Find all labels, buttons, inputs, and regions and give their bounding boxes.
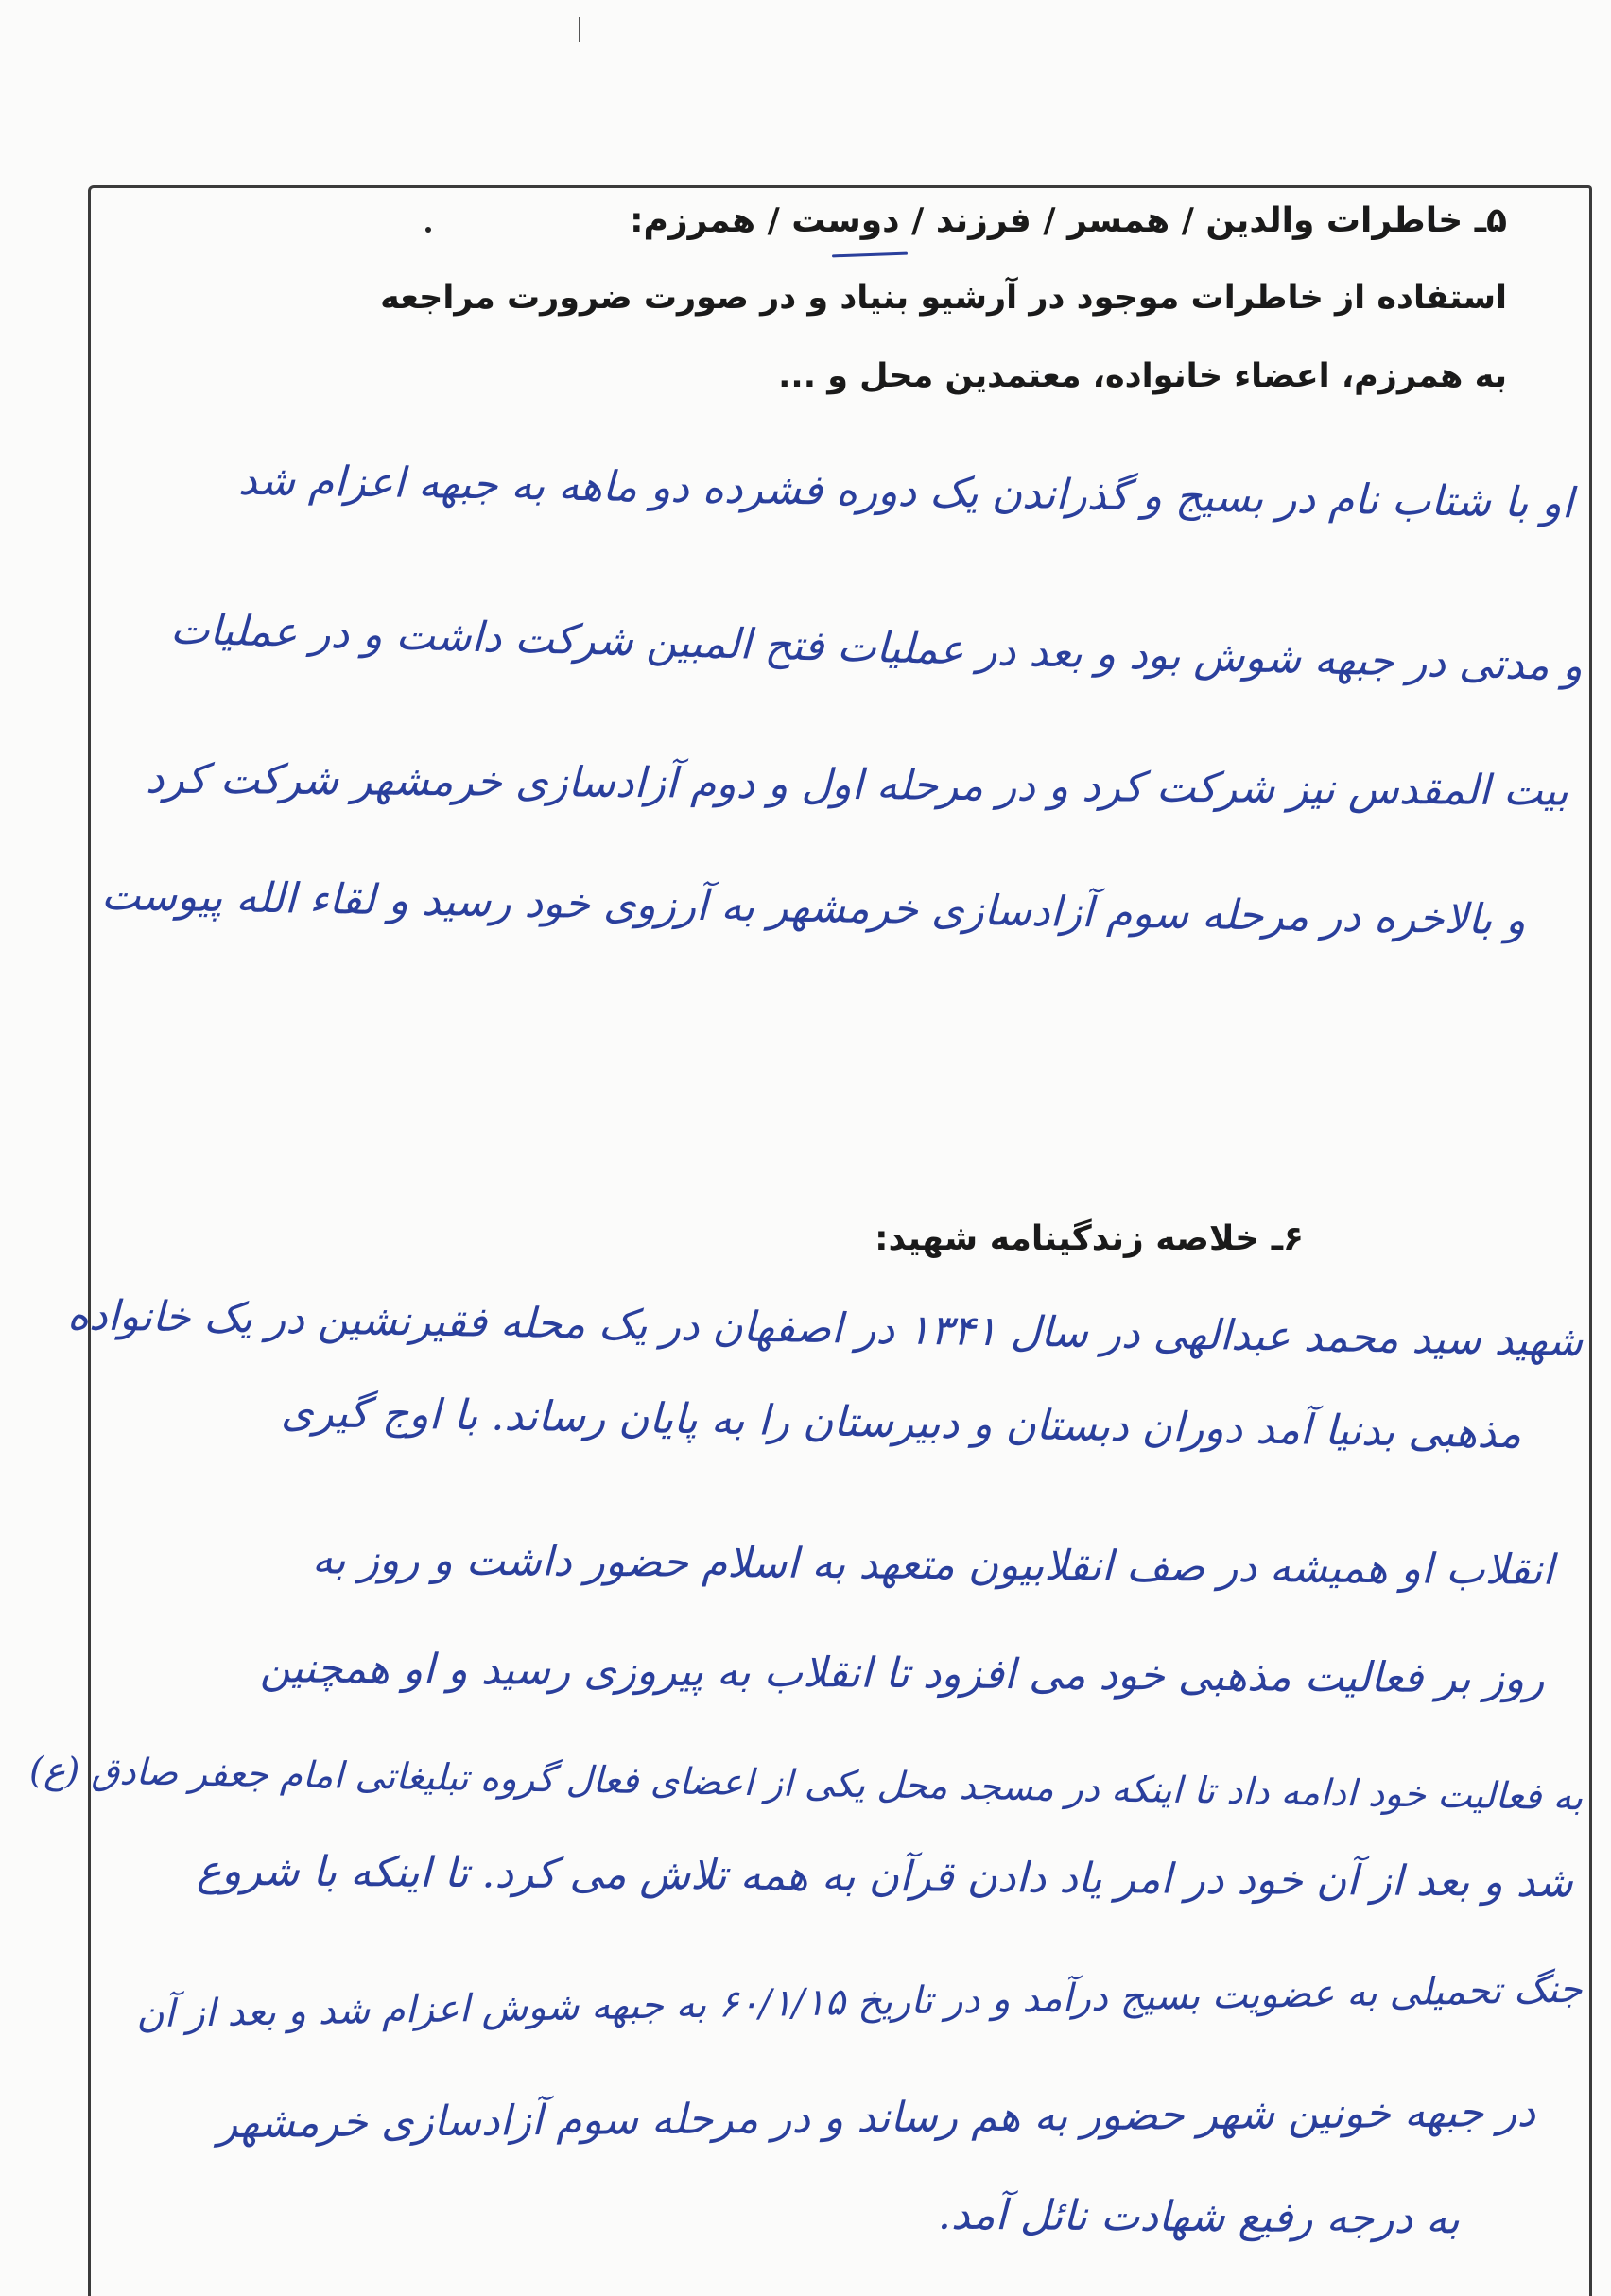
section-5-instruction-line-1: استفاده از خاطرات موجود در آرشیو بنیاد و در صورت ضرورت مراجعه xyxy=(380,279,1507,317)
section-6-handwritten-line-4: روز بر فعالیت مذهبی خود می افزود تا انقلاب به پیروزی رسید و او همچنین xyxy=(260,1644,1546,1703)
section-6-handwritten-line-1: شهید سید محمد عبدالهی در سال ۱۳۴۱ در اصفهان در یک محله فقیرنشین در یک خانواده xyxy=(66,1291,1584,1366)
section-6-handwritten-line-3: انقلاب او همیشه در صف انقلابیون متعهد به اسلام حضور داشت و روز به xyxy=(312,1535,1555,1595)
section-5-instruction-line-2: به همرزم، اعضاء خانواده، معتمدین محل و ... xyxy=(778,357,1507,395)
section-6-heading: ۶ـ خلاصه زندگینامه شهید: xyxy=(875,1219,1304,1258)
section-5-heading: ۵ـ خاطرات والدین / همسر / فرزند / دوست / همرزم: xyxy=(630,201,1507,240)
section-5-handwritten-line-1: او با شتاب نام در بسیج و گذراندن یک دوره فشرده دو ماهه به جبهه اعزام شد xyxy=(237,456,1574,528)
section-5-handwritten-line-3: بیت المقدس نیز شرکت کرد و در مرحله اول و دوم آزادسازی خرمشهر شرکت کرد xyxy=(145,754,1569,816)
section-6-handwritten-line-8: در جبهه خونین شهر حضور به هم رساند و در مرحله سوم آزادسازی خرمشهر xyxy=(217,2087,1536,2149)
section-6-handwritten-line-2: مذهبی بدنیا آمد دوران دبستان و دبیرستان را به پایان رساند. با اوج گیری xyxy=(280,1388,1522,1459)
stray-mark xyxy=(579,17,580,42)
section-6-handwritten-line-7: جنگ تحمیلی به عضویت بسیج درآمد و در تاریخ ۶۰/۱/۱۵ به جبهه شوش اعزام شد و بعد از آن xyxy=(136,1967,1584,2037)
section-6-handwritten-line-5: به فعالیت خود ادامه داد تا اینکه در مسجد محل یکی از اعضای فعال گروه تبلیغاتی امام جعفر صادق (ع) xyxy=(28,1749,1584,1820)
section-5-handwritten-line-2: و مدتی در جبهه شوش بود و بعد در عملیات فتح المبین شرکت داشت و در عملیات xyxy=(169,605,1584,691)
section-6-handwritten-line-6: شد و بعد از آن خود در امر یاد دادن قرآن به همه تلاش می کرد. تا اینکه با شروع xyxy=(197,1846,1574,1908)
section-6-handwritten-line-9: به درجه رفیع شهادت نائل آمد. xyxy=(937,2190,1461,2244)
printed-dot xyxy=(425,227,431,233)
section-5-handwritten-line-4: و بالاخره در مرحله سوم آزادسازی خرمشهر به آرزوی خود رسید و لقاء الله پیوست xyxy=(100,871,1527,945)
